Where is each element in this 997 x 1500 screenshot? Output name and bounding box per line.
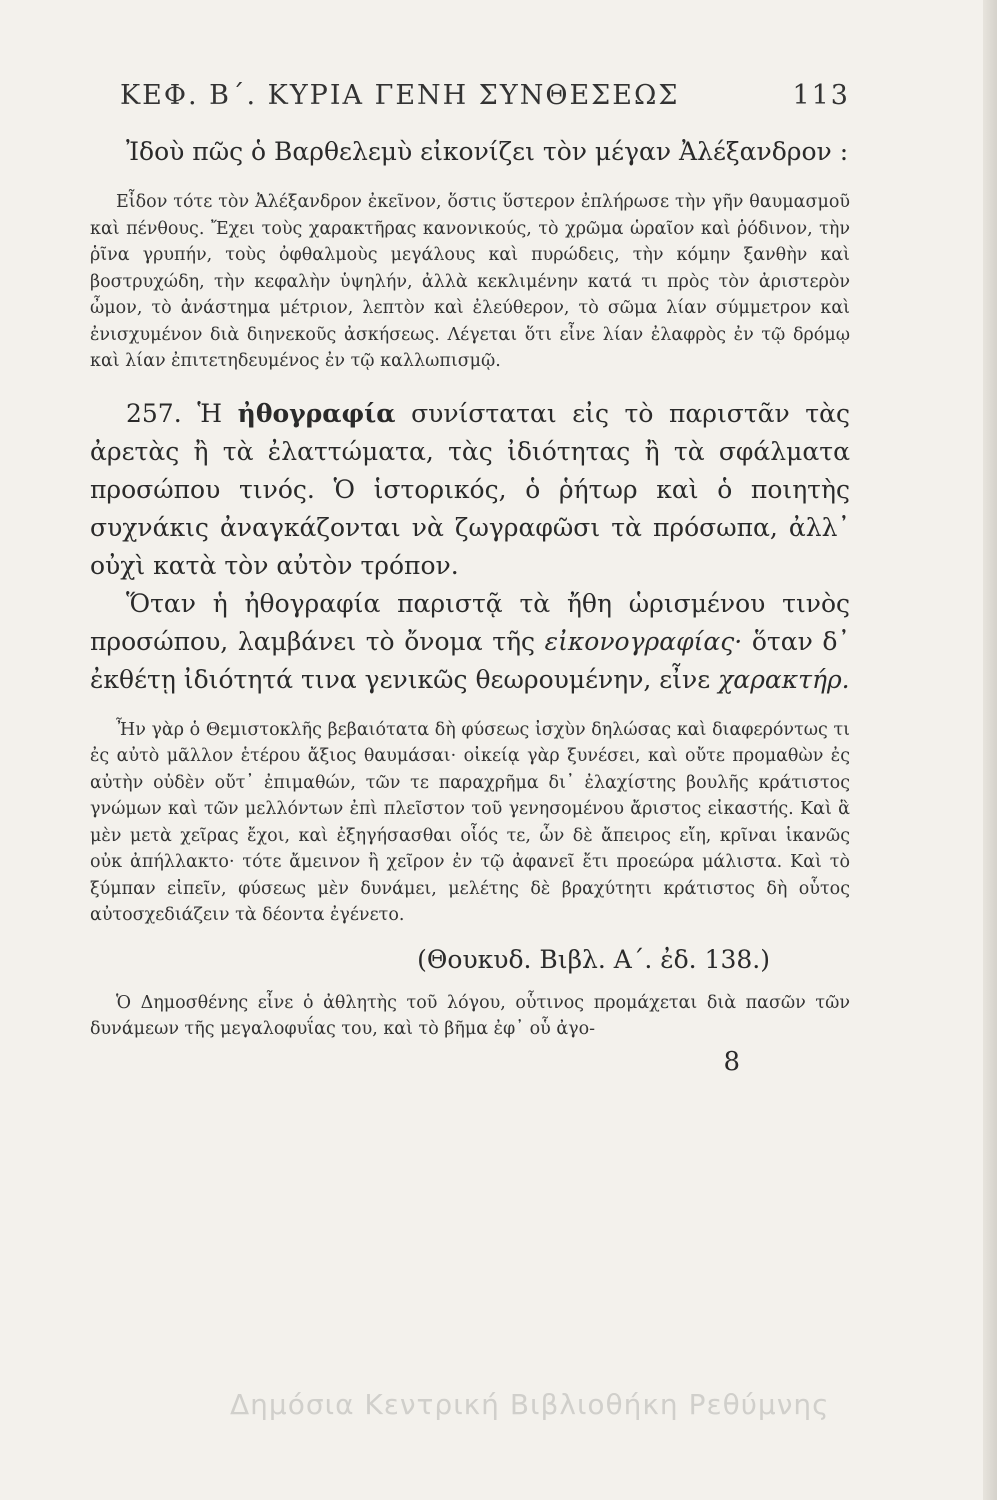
section-term: ἠθογραφία xyxy=(237,398,396,428)
section-article: Ἡ xyxy=(197,398,223,428)
intro-paragraph: Ἰδοὺ πῶς ὁ Βαρθελεμὺ εἰκονίζει τὸν μέγαν Ἀλέξανδρον : xyxy=(126,137,849,166)
paragraph-portrait xyxy=(90,585,850,699)
running-header xyxy=(90,80,850,111)
page-content xyxy=(90,80,850,1077)
chapter-heading: ΚΕΦ. Β΄. ΚΥΡΙΑ ΓΕΝΗ ΣΥΝΘΕΣΕΩΣ xyxy=(120,80,680,111)
header-page-number: 113 xyxy=(792,80,850,111)
library-watermark: Δημόσια Κεντρική Βιβλιοθήκη Ρεθύμνης xyxy=(230,1388,830,1421)
term-charaktir: χαρακτήρ. xyxy=(718,664,850,694)
term-eikonographia: εἰκονογραφίας· xyxy=(544,626,743,656)
quote-demosthenes: Ὁ Δημοσθένης εἶνε ὁ ἀθλητὴς τοῦ λόγου, οὗτινος προμάχεται διὰ πασῶν τῶν δυνάμεων τῆς μεγαλοφυΐας του, καὶ τὸ βῆμα ἐφ᾽ οὗ ἀγο- xyxy=(90,992,850,1039)
section-number: 257. xyxy=(126,398,182,428)
page-edge xyxy=(983,0,997,1500)
section-body: συνίσταται εἰς τὸ παριστᾶν τὰς ἀρετὰς ἢ τὰ ἐλαττώματα, τὰς ἰδιότητας ἢ τὰ σφάλματα προσώπου τινός. Ὁ ἱστορικός, ὁ ῥήτωρ καὶ ὁ ποιητὴς συχνάκις ἀναγκάζονται νὰ ζωγραφῶσι τὰ πρόσωπα, ἀλλ᾽ οὐχὶ κατὰ τὸν αὐτὸν τρόπον. xyxy=(90,398,851,580)
page-number: 8 xyxy=(723,1046,740,1077)
paragraph-part-a: Ὅταν ἡ ἠθογραφία παριστᾷ τὰ ἤθη ὡρισμένου τινὸς προσώπου, λαμβάνει τὸ ὄνομα τῆς xyxy=(90,588,850,656)
citation-thucydides: (Θουκυδ. Βιβλ. Α΄. ἐδ. 138.) xyxy=(417,944,770,974)
quote-themistocles: Ἦν γὰρ ὁ Θεμιστοκλῆς βεβαιότατα δὴ φύσεως ἰσχὺν δηλώσας καὶ διαφερόντως τι ἐς αὐτὸ μᾶλλον ἑτέρου ἄξιος θαυμάσαι· οἰκείᾳ γὰρ ξυνέσει, καὶ οὔτε προμαθὼν ἐς αὐτὴν οὐδὲν οὔτ᾽ ἐπιμαθών, τῶν τε παραχρῆμα δι᾽ ἐλαχίστης βουλῆς κράτιστος γνώμων καὶ τῶν μελλόντων ἐπὶ πλεῖστον τοῦ γενησομένου ἄριστος εἰκαστής. Καὶ ἃ μὲν μετὰ χεῖρας ἔχοι, καὶ ἐξηγήσασθαι οἷός τε, ὧν δὲ ἄπειρος εἴη, κρῖναι ἱκανῶς οὐκ ἀπήλλακτο· τότε ἄμεινον ἢ χεῖρον ἐν τῷ ἀφανεῖ ἔτι προεώρα μάλιστα. Καὶ τὸ ξύμπαν εἰπεῖν, φύσεως μὲν δυνάμει, μελέτης δὲ βραχύτητι κράτιστος δὴ οὗτος αὐτοσχεδιάζειν τὰ δέοντα ἐγένετο. xyxy=(90,719,850,925)
paragraph-part-c: ὅταν δ᾽ ἐκθέτῃ ἰδιότητά τινα γενικῶς θεωρουμένην, εἶνε xyxy=(90,626,850,694)
quote-alexander: Εἶδον τότε τὸν Ἀλέξανδρον ἐκεῖνον, ὅστις ὕστερον ἐπλήρωσε τὴν γῆν θαυμασμοῦ καὶ πένθους. Ἔχει τοὺς χαρακτῆρας κανονικούς, τὸ χρῶμα ὡραῖον καὶ ῥόδινον, τὴν ῥῖνα γρυπήν, τοὺς ὀφθαλμοὺς μεγάλους καὶ πυρώδεις, τὴν κόμην ξανθὴν καὶ βοστρυχώδη, τὴν κεφαλὴν ὑψηλήν, ἀλλὰ κεκλιμένην κατά τι πρὸς τὸν ἀριστερὸν ὦμον, τὸ ἀνάστημα μέτριον, λεπτὸν καὶ ἐλεύθερον, τὸ σῶμα λίαν σύμμετρον καὶ ἐνισχυμένον διὰ διηνεκοῦς ἀσκήσεως. Λέγεται ὅτι εἶνε λίαν ἐλαφρὸς ἐν τῷ δρόμῳ καὶ λίαν ἐπιτετηδευμένος ἐν τῷ καλλωπισμῷ. xyxy=(90,192,850,371)
section-257 xyxy=(90,395,850,585)
